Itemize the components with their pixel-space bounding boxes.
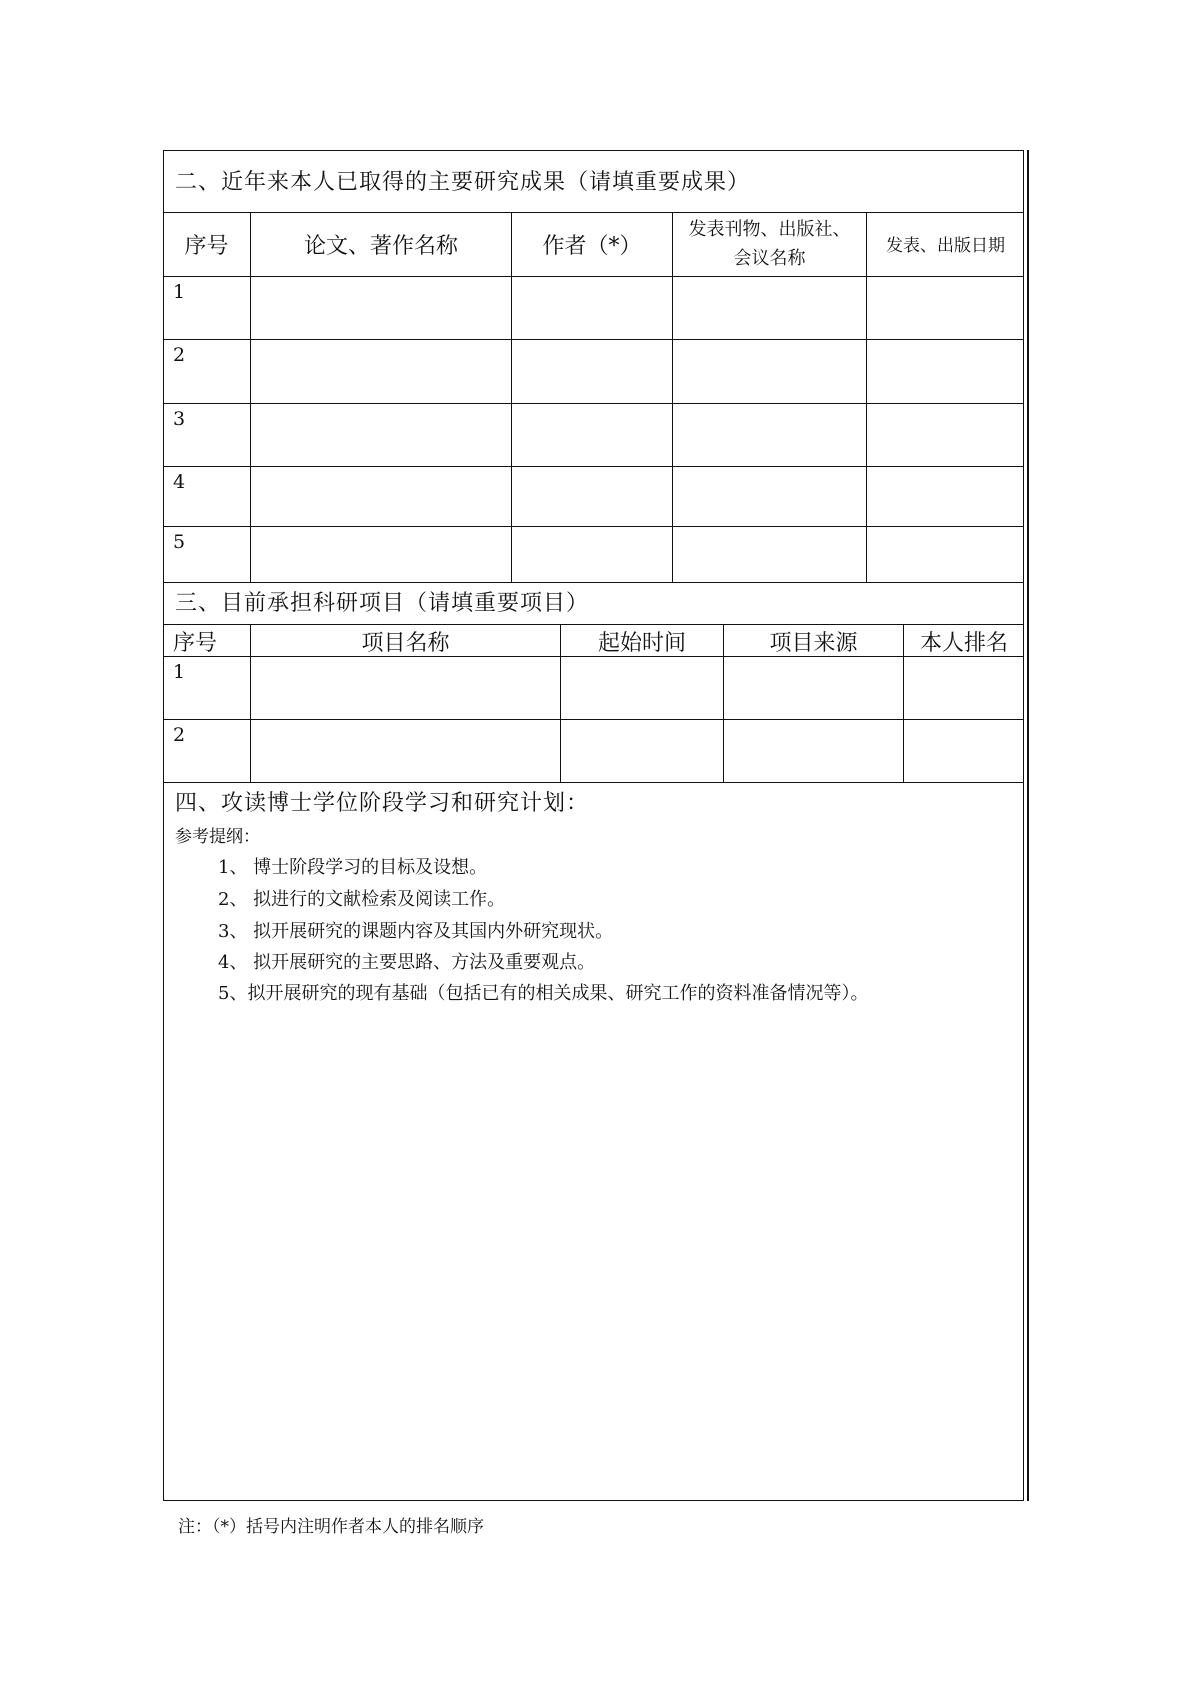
divider xyxy=(163,719,1024,720)
section4-title: 四、攻读博士学位阶段学习和研究计划： xyxy=(175,791,590,816)
row-number: 3 xyxy=(173,408,186,430)
row-number: 2 xyxy=(173,344,186,366)
divider xyxy=(163,276,1024,277)
divider xyxy=(163,526,1024,527)
divider xyxy=(163,466,1024,467)
form-right-double-border xyxy=(1027,150,1029,1501)
header-project-source: 项目来源 xyxy=(769,631,858,656)
outline-item: 4、 拟开展研究的主要思路、方法及重要观点。 xyxy=(218,952,596,973)
footnote: 注：（*）括号内注明作者本人的排名顺序 xyxy=(178,1517,484,1537)
row-number: 1 xyxy=(173,281,186,303)
header-start-time: 起始时间 xyxy=(597,631,686,656)
header-serial-no: 序号 xyxy=(184,234,229,259)
section2-title: 二、近年来本人已取得的主要研究成果（请填重要成果） xyxy=(175,170,751,195)
header-author: 作者（*） xyxy=(542,234,642,259)
column-divider xyxy=(866,212,867,582)
outline-item: 3、 拟开展研究的课题内容及其国内外研究现状。 xyxy=(218,921,614,942)
header-venue-line2: 会议名称 xyxy=(733,248,806,269)
header-publish-date: 发表、出版日期 xyxy=(886,236,1005,256)
column-divider xyxy=(511,212,512,582)
outline-item: 2、 拟进行的文献检索及阅读工作。 xyxy=(218,889,506,910)
divider xyxy=(163,212,1024,213)
header-project-serial-no: 序号 xyxy=(173,631,218,656)
outline-label: 参考提纲： xyxy=(175,827,260,847)
application-form-table xyxy=(163,150,1024,1501)
row-number: 4 xyxy=(173,471,186,493)
outline-item: 1、 博士阶段学习的目标及设想。 xyxy=(218,857,488,878)
divider xyxy=(163,403,1024,404)
row-number: 5 xyxy=(173,531,186,553)
section3-title: 三、目前承担科研项目（请填重要项目） xyxy=(175,591,590,616)
outline-item: 5、拟开展研究的现有基础（包括已有的相关成果、研究工作的资料准备情况等）。 xyxy=(218,983,869,1004)
column-divider xyxy=(250,212,251,582)
row-number: 2 xyxy=(173,724,186,746)
header-paper-title: 论文、著作名称 xyxy=(303,234,458,259)
header-own-rank: 本人排名 xyxy=(919,631,1008,656)
row-number: 1 xyxy=(173,661,186,683)
header-project-name: 项目名称 xyxy=(361,631,450,656)
divider xyxy=(163,582,1024,583)
divider xyxy=(163,339,1024,340)
divider xyxy=(163,782,1024,783)
header-venue-line1: 发表刊物、出版社、 xyxy=(688,219,851,240)
